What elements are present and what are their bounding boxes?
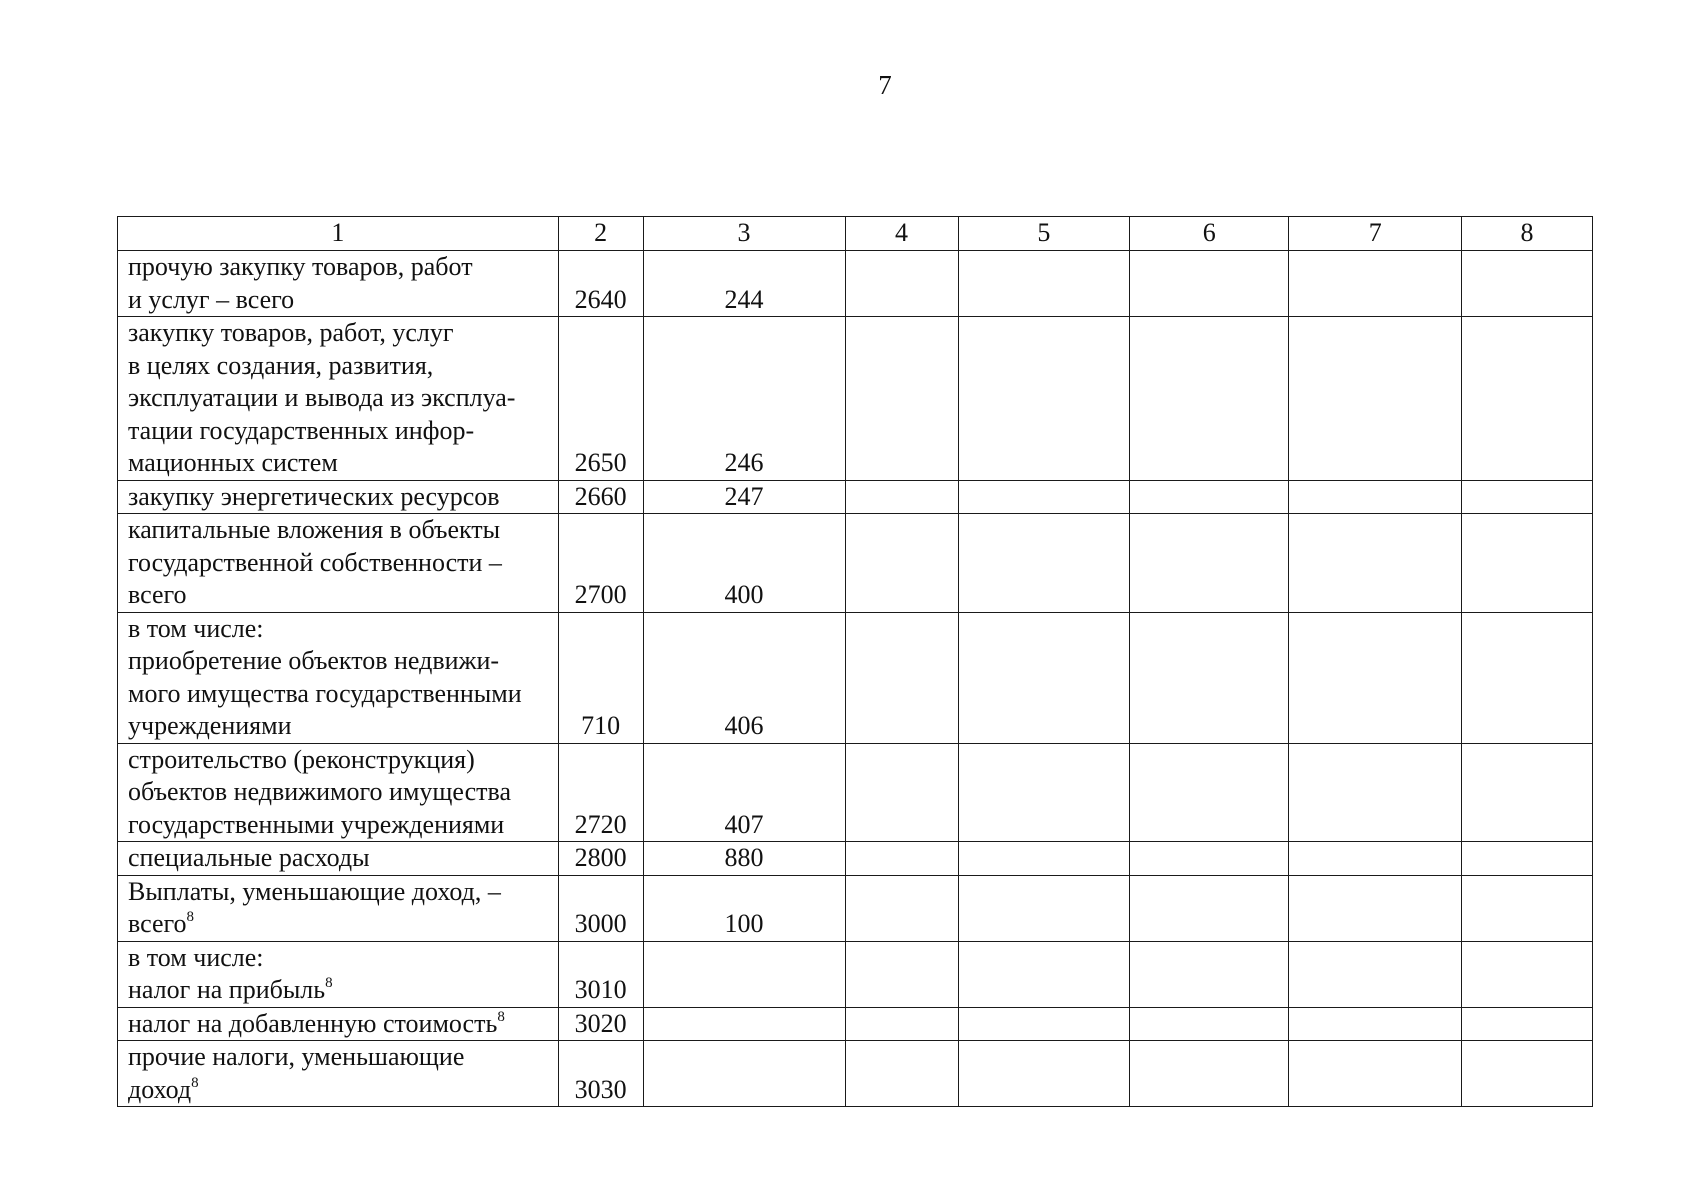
row-label [118, 612, 559, 743]
table-row [118, 612, 1593, 743]
empty-cell [1130, 514, 1289, 613]
row-label-text: закупку товаров, работ, услуг в целях создания, развития, эксплуатации и вывода из эксплуа- тации государственных инфор- мационных систем [128, 318, 516, 477]
empty-cell [1462, 941, 1593, 1007]
row-label [118, 842, 559, 876]
empty-cell [1130, 1041, 1289, 1107]
empty-cell [958, 842, 1130, 876]
empty-cell [1462, 480, 1593, 514]
empty-cell [1289, 317, 1462, 481]
kbk-code: 247 [643, 480, 845, 514]
empty-cell [1289, 612, 1462, 743]
empty-cell [1289, 480, 1462, 514]
empty-cell [845, 1007, 958, 1041]
empty-cell [1130, 480, 1289, 514]
kbk-code: 246 [643, 317, 845, 481]
empty-cell [845, 1041, 958, 1107]
empty-cell [1462, 842, 1593, 876]
row-label-text: в том числе: налог на прибыль [128, 942, 326, 1004]
empty-cell [958, 743, 1130, 842]
table-row [118, 251, 1593, 317]
kbk-code: 244 [643, 251, 845, 317]
line-code: 3000 [558, 875, 643, 941]
column-header: 7 [1289, 217, 1462, 251]
table-body [118, 217, 1593, 1107]
page-number: 7 [878, 70, 892, 100]
row-label-text: Выплаты, уменьшающие доход, – всего [128, 876, 501, 938]
footnote-marker: 8 [186, 909, 195, 925]
empty-cell [845, 875, 958, 941]
line-code: 710 [558, 612, 643, 743]
empty-cell [1130, 743, 1289, 842]
line-code: 3010 [558, 941, 643, 1007]
table-row [118, 842, 1593, 876]
row-label [118, 251, 559, 317]
column-header: 6 [1130, 217, 1289, 251]
empty-cell [1289, 743, 1462, 842]
kbk-code: 100 [643, 875, 845, 941]
empty-cell [1289, 875, 1462, 941]
empty-cell [958, 875, 1130, 941]
empty-cell [958, 251, 1130, 317]
empty-cell [1289, 251, 1462, 317]
empty-cell [845, 612, 958, 743]
column-header: 5 [958, 217, 1130, 251]
empty-cell [1289, 1041, 1462, 1107]
table-row [118, 941, 1593, 1007]
empty-cell [958, 1041, 1130, 1107]
empty-cell [1289, 514, 1462, 613]
row-label [118, 1007, 559, 1041]
kbk-code [643, 1007, 845, 1041]
column-header: 1 [118, 217, 559, 251]
empty-cell [1289, 1007, 1462, 1041]
table-row [118, 875, 1593, 941]
footnote-marker: 8 [325, 975, 333, 991]
line-code: 2640 [558, 251, 643, 317]
empty-cell [1130, 251, 1289, 317]
row-label [118, 941, 559, 1007]
row-label-text: строительство (реконструкция) объектов недвижимого имущества государственными учреждениями [128, 744, 511, 839]
kbk-code [643, 941, 845, 1007]
row-label [118, 480, 559, 514]
empty-cell [845, 842, 958, 876]
column-header: 3 [643, 217, 845, 251]
empty-cell [1462, 1041, 1593, 1107]
empty-cell [1289, 941, 1462, 1007]
empty-cell [1462, 612, 1593, 743]
empty-cell [1130, 1007, 1289, 1041]
table-row [118, 317, 1593, 481]
empty-cell [1462, 743, 1593, 842]
empty-cell [1462, 875, 1593, 941]
row-label-text: специальные расходы [128, 843, 370, 872]
empty-cell [845, 941, 958, 1007]
row-label-text: в том числе: приобретение объектов недвижи- мого имущества государственными учреждениями [128, 613, 522, 740]
table-row [118, 743, 1593, 842]
kbk-code: 880 [643, 842, 845, 876]
footnote-marker: 8 [497, 1008, 505, 1025]
table-row [118, 1007, 1593, 1041]
column-number-row [118, 217, 1593, 251]
row-label-text: прочие налоги, уменьшающие доход [128, 1042, 465, 1104]
line-code: 2660 [558, 480, 643, 514]
row-label [118, 317, 559, 481]
empty-cell [845, 317, 958, 481]
empty-cell [958, 480, 1130, 514]
column-header: 8 [1462, 217, 1593, 251]
empty-cell [958, 1007, 1130, 1041]
empty-cell [1462, 1007, 1593, 1041]
line-code: 3020 [558, 1007, 643, 1041]
row-label [118, 514, 559, 613]
empty-cell [958, 941, 1130, 1007]
empty-cell [1130, 842, 1289, 876]
column-header: 2 [558, 217, 643, 251]
kbk-code: 400 [643, 514, 845, 613]
empty-cell [1289, 842, 1462, 876]
row-label-text: прочую закупку товаров, работ и услуг – всего [128, 252, 473, 314]
kbk-code: 406 [643, 612, 845, 743]
empty-cell [1130, 317, 1289, 481]
row-label [118, 875, 559, 941]
empty-cell [1130, 941, 1289, 1007]
empty-cell [845, 480, 958, 514]
column-header: 4 [845, 217, 958, 251]
line-code: 2650 [558, 317, 643, 481]
row-label-text: капитальные вложения в объекты государственной собственности – всего [128, 515, 502, 609]
empty-cell [1130, 875, 1289, 941]
kbk-code [643, 1041, 845, 1107]
empty-cell [958, 514, 1130, 613]
table-row [118, 480, 1593, 514]
empty-cell [1462, 514, 1593, 613]
table-row [118, 514, 1593, 613]
row-label [118, 743, 559, 842]
empty-cell [958, 317, 1130, 481]
report-table [117, 216, 1593, 1107]
line-code: 3030 [558, 1041, 643, 1107]
empty-cell [845, 251, 958, 317]
row-label [118, 1041, 559, 1107]
line-code: 2800 [558, 842, 643, 876]
empty-cell [845, 743, 958, 842]
empty-cell [958, 612, 1130, 743]
table-row [118, 1041, 1593, 1107]
empty-cell [1462, 251, 1593, 317]
empty-cell [845, 514, 958, 613]
footnote-marker: 8 [191, 1074, 199, 1091]
kbk-code: 407 [643, 743, 845, 842]
empty-cell [1130, 612, 1289, 743]
row-label-text: закупку энергетических ресурсов [128, 481, 500, 511]
empty-cell [1462, 317, 1593, 481]
line-code: 2720 [558, 743, 643, 842]
row-label-text: налог на добавленную стоимость [128, 1008, 498, 1038]
line-code: 2700 [558, 514, 643, 613]
